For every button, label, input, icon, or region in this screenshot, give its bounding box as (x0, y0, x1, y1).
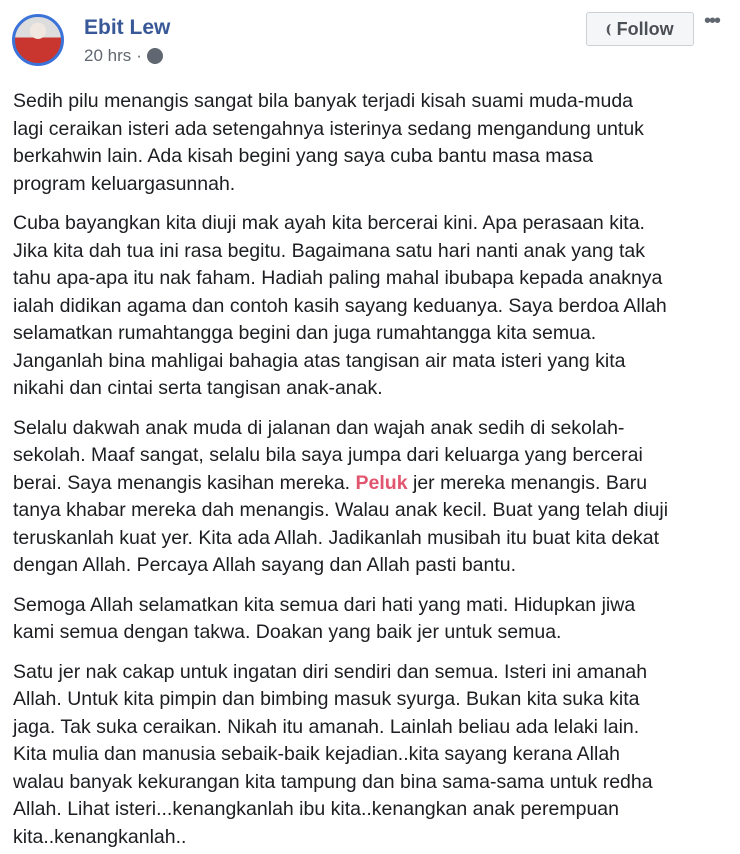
post-meta (84, 46, 163, 66)
text-line: Janganlah bina mahligai bahagia atas tangisan air mata isteri yang kita (13, 349, 626, 372)
text-line: tahu apa-apa itu nak faham. Hadiah paling mahal ibubapa kepada anaknya (13, 267, 663, 289)
text-line: Jika kita dah tua ini rasa begitu. Bagaimana satu hari nanti anak yang tak (13, 239, 645, 262)
rss-icon: ⦅ (606, 21, 611, 36)
text-line: walau banyak kekurangan kita tampung dan bina sama-sama untuk redha (13, 770, 653, 793)
text-line: Selalu dakwah anak muda di jalanan dan wajah anak sedih di sekolah- (13, 416, 625, 439)
follow-label: Follow (616, 18, 674, 39)
text-segment: berai. Saya menangis kasihan mereka. (13, 471, 356, 494)
text-line: program keluargasunnah. (13, 172, 236, 195)
post-body (0, 88, 740, 851)
text-line: jaga. Tak suka ceraikan. Nikah itu amanah. Lainlah beliau ada lelaki lain. (13, 715, 640, 738)
text-line: Allah. Untuk kita pimpin dan bimbing masuk syurga. Bukan kita suka kita (13, 688, 640, 710)
separator: · (136, 46, 142, 65)
timestamp[interactable]: 20 hrs (84, 46, 132, 65)
paragraph (13, 659, 727, 852)
paragraph (13, 88, 727, 198)
text-line: tanya khabar mereka dah menangis. Walau anak kecil. Buat yang telah diuji (13, 499, 669, 521)
author-name[interactable]: Ebit Lew (84, 16, 171, 39)
text-line: selamatkan rumahtangga begini dan juga rumahtangga kita semua. (13, 322, 597, 344)
text-line: Cuba bayangkan kita diuji mak ayah kita bercerai kini. Apa perasaan kita. (13, 212, 645, 234)
follow-button[interactable] (586, 12, 694, 46)
text-line: Satu jer nak cakap untuk ingatan diri sendiri dan semua. Isteri ini amanah (13, 660, 648, 683)
paragraph (13, 592, 727, 647)
more-options-icon[interactable]: ••• (704, 10, 720, 32)
text-line (13, 470, 727, 498)
avatar[interactable] (12, 14, 64, 66)
text-line: dengan Allah. Percaya Allah sayang dan Allah pasti bantu. (13, 554, 517, 576)
text-line: lagi ceraikan isteri ada setengahnya isterinya sedang mengandung untuk (13, 117, 644, 140)
globe-icon[interactable] (147, 48, 163, 64)
text-line: nikahi dan cintai serta tangisan anak-anak. (13, 377, 383, 399)
highlighted-word[interactable]: Peluk (355, 471, 408, 494)
paragraph (13, 415, 727, 580)
text-line: teruskanlah kuat yer. Kita ada Allah. Jadikanlah musibah itu buat kita dekat (13, 526, 660, 549)
text-line: Kita mulia dan manusia sebaik-baik kejadian..kita sayang kerana Allah (13, 743, 621, 765)
text-line: Allah. Lihat isteri...kenangkanlah ibu kita..kenangkan anak perempuan (13, 798, 619, 820)
text-line: Semoga Allah selamatkan kita semua dari hati yang mati. Hidupkan jiwa (13, 593, 636, 616)
text-line: kami semua dengan takwa. Doakan yang baik jer untuk semua. (13, 621, 562, 643)
text-line: sekolah. Maaf sangat, selalu bila saya jumpa dari keluarga yang bercerai (13, 444, 643, 466)
paragraph (13, 210, 727, 403)
text-line: Sedih pilu menangis sangat bila banyak terjadi kisah suami muda-muda (13, 90, 634, 112)
text-line: ialah didikan agama dan contoh kasih sayang keduanya. Saya berdoa Allah (13, 294, 667, 317)
text-segment: jer mereka menangis. Baru (407, 471, 648, 494)
post-header (0, 0, 740, 88)
text-line: berkahwin lain. Ada kisah begini yang saya cuba bantu masa masa (13, 145, 593, 167)
text-line: kita..kenangkanlah.. (13, 825, 187, 848)
